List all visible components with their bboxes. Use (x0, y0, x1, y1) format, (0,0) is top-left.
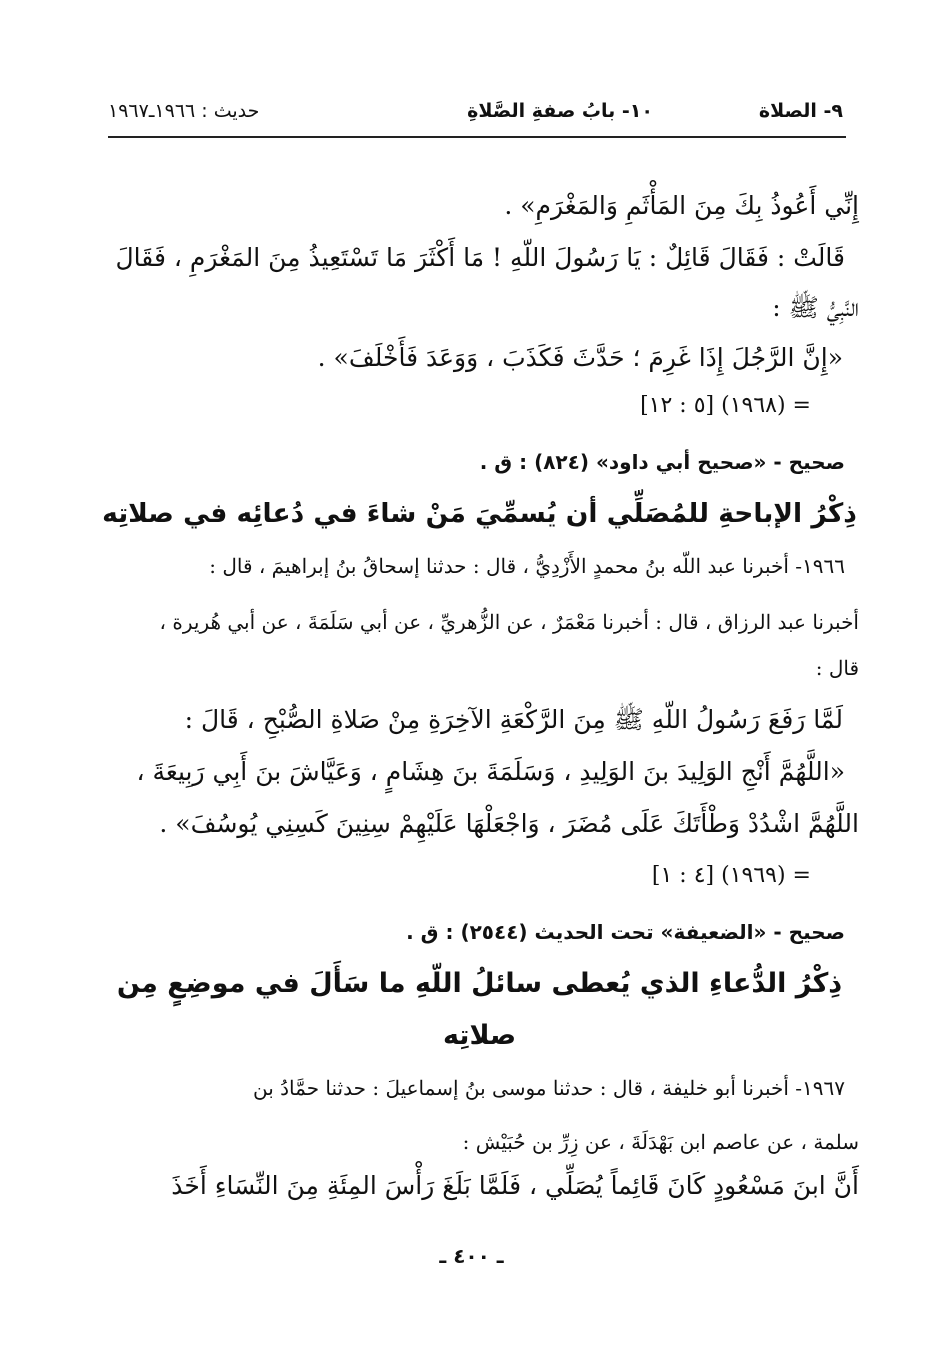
cross-reference: = (١٩٦٨) [٥ : ١٢] (640, 393, 811, 418)
cross-reference: = (١٩٦٩) [٤ : ١] (651, 863, 811, 888)
hadith-text-line: أَنَّ ابنَ مَسْعُودٍ كَانَ قَائِماً يُصَلِّي ، فَلَمَّا بَلَغَ رَأْسَ المِئَةِ مِنَ النِّسَاءِ أَخَذَ (171, 1171, 859, 1200)
isnad-line: ١٩٦٦- أخبرنا عبد اللّه بنُ محمدٍ الأَزْدِيُّ ، قال : حدثنا إسحاقُ بنُ إبراهيمَ ، قال : (209, 554, 845, 578)
hadith-text-line: «إِنَّ الرَّجُلَ إِذَا غَرِمَ ؛ حَدَّثَ فَكَذَبَ ، وَوَعَدَ فَأَخْلَفَ» . (317, 343, 843, 372)
isnad-line: سلمة ، عن عاصم ابن بَهْدَلَةَ ، عن زِرِّ بن حُبَيْش : (462, 1130, 859, 1154)
header-hadith-range: حديث : ١٩٦٦ـ١٩٦٧ (108, 100, 260, 122)
hadith-text-line: قَالَتْ : فَقَالَ قَائِلٌ : يَا رَسُولَ اللّهِ ! مَا أَكْثَرَ مَا تَسْتَعِيذُ مِنَ المَغْرَمِ ، فَقَالَ (115, 243, 845, 272)
chapter-heading: ذِكْرُ الدُّعاءِ الذي يُعطى سائلُ اللّهِ ما سَأَلَ في موضِعٍ مِن (116, 968, 843, 999)
page-number: ـ ٤٠٠ ـ (439, 1244, 504, 1268)
page-header (108, 96, 843, 130)
hadith-grade: صحيح - «صحيح أبي داود» (٨٢٤) : ق . (479, 450, 845, 474)
isnad-line: قال : (815, 656, 859, 680)
hadith-text-line: النَّبِيُّ ﷺ : (772, 293, 859, 322)
hadith-text-line: «اللَّهُمَّ أَنْجِ الوَلِيدَ بنَ الوَلِيدِ ، وَسَلَمَةَ بنَ هِشَامٍ ، وَعَيَّاشَ بنَ أَبِي رَبِيعَةَ ، (136, 757, 845, 786)
hadith-text-line: اللَّهُمَّ اشْدُدْ وَطْأَتَكَ عَلَى مُضَرَ ، وَاجْعَلْهَا عَلَيْهِمْ سِنِينَ كَسِنِي يُوسُفَ» . (159, 809, 859, 838)
header-book-chapter: ٩- الصلاة (758, 100, 843, 122)
hadith-text-line: لَمَّا رَفَعَ رَسُولُ اللّهِ ﷺ مِنَ الرَّكْعَةِ الآخِرَةِ مِنْ صَلاةِ الصُّبْحِ ، قَالَ : (184, 705, 843, 734)
isnad-line: أخبرنا عبد الرزاق ، قال : أخبرنا مَعْمَرٌ ، عن الزُّهريِّ ، عن أبي سَلَمَةَ ، عن أبي هُريرة ، (159, 610, 859, 634)
header-divider (108, 136, 846, 138)
hadith-text-line: إِنِّي أَعُوذُ بِكَ مِنَ المَأْثَمِ وَالمَغْرَمِ» . (504, 191, 859, 220)
header-section-title: ١٠- بابُ صفةِ الصَّلاةِ (467, 100, 653, 122)
chapter-heading: ذِكْرُ الإباحةِ للمُصَلِّي أن يُسمِّيَ مَنْ شاءَ في دُعائِه في صلاتِه (102, 498, 857, 529)
hadith-grade: صحيح - «الضعيفة» تحت الحديث (٢٥٤٤) : ق . (406, 920, 845, 944)
isnad-line: ١٩٦٧- أخبرنا أبو خليفة ، قال : حدثنا موسى بنُ إسماعيلَ : حدثنا حمَّادُ بن (253, 1076, 845, 1100)
chapter-heading-continued: صلاتِه (442, 1020, 517, 1051)
